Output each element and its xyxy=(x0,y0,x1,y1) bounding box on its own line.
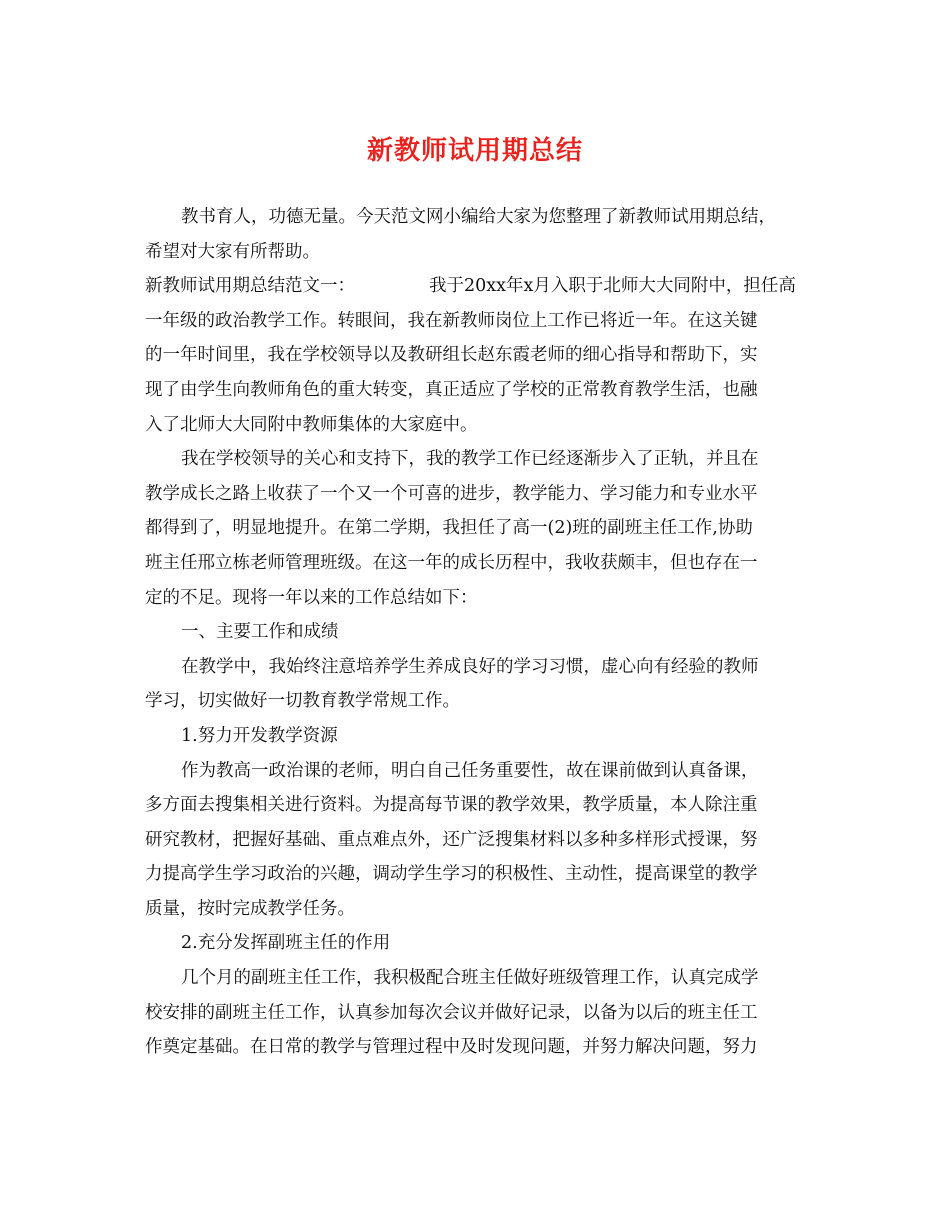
subsection-heading: 2.充分发挥副班主任的作用 xyxy=(181,933,391,954)
text-line: 我在学校领导的关心和支持下，我的教学工作已经逐渐步入了正轨，并且在 xyxy=(181,449,759,470)
document-body xyxy=(145,200,805,1065)
text-line: 研究教材，把握好基础、重点难点外，还广泛搜集材料以多种多样形式授课，努 xyxy=(145,829,758,850)
text-line: 质量，按时完成教学任务。 xyxy=(145,898,355,919)
section-heading: 一、主要工作和成绩 xyxy=(181,622,339,643)
text-line: 力提高学生学习政治的兴趣，调动学生学习的积极性、主动性，提高课堂的教学 xyxy=(145,864,758,885)
text-fragment: 我于20xx年x月入职于北师大大同附中，担任高 xyxy=(429,276,796,297)
text-line: 入了北师大大同附中教师集体的大家庭中。 xyxy=(145,414,478,435)
document-title: 新教师试用期总结 xyxy=(366,136,583,166)
text-line xyxy=(145,269,805,304)
text-line: 希望对大家有所帮助。 xyxy=(145,241,320,262)
text-line: 作为教高一政治课的老师，明白自己任务重要性，故在课前做到认真备课， xyxy=(181,760,759,781)
text-line: 都得到了，明显地提升。在第二学期，我担任了高一(2)班的副班主任工作,协助 xyxy=(145,518,753,539)
text-line: 学习，切实做好一切教育教学常规工作。 xyxy=(145,691,460,712)
text-line: 现了由学生向教师角色的重大转变，真正适应了学校的正常教育教学生活，也融 xyxy=(145,379,758,400)
text-line: 班主任邢立栋老师管理班级。在这一年的成长历程中，我收获颇丰，但也存在一 xyxy=(145,552,758,573)
section-label: 新教师试用期总结范文一： xyxy=(145,276,355,297)
text-line: 定的不足。现将一年以来的工作总结如下： xyxy=(145,587,478,608)
text-line: 一年级的政治教学工作。转眼间，我在新教师岗位上工作已将近一年。在这关键 xyxy=(145,310,758,331)
text-line: 几个月的副班主任工作，我积极配合班主任做好班级管理工作，认真完成学 xyxy=(181,968,759,989)
text-line: 多方面去搜集相关进行资料。为提高每节课的教学效果，教学质量，本人除注重 xyxy=(145,795,758,816)
text-line: 的一年时间里，我在学校领导以及教研组长赵东霞老师的细心指导和帮助下，实 xyxy=(145,345,758,366)
text-line: 教学成长之路上收获了一个又一个可喜的进步，教学能力、学习能力和专业水平 xyxy=(145,483,758,504)
text-line: 校安排的副班主任工作，认真参加每次会议并做好记录，以备为以后的班主任工 xyxy=(145,1002,758,1023)
text-line: 教书育人，功德无量。今天范文网小编给大家为您整理了新教师试用期总结， xyxy=(181,207,776,227)
text-line: 在教学中，我始终注意培养学生养成良好的学习习惯，虚心向有经验的教师 xyxy=(181,656,759,677)
subsection-heading: 1.努力开发教学资源 xyxy=(181,725,338,746)
text-line: 作奠定基础。在日常的教学与管理过程中及时发现问题，并努力解决问题，努力 xyxy=(145,1037,758,1058)
